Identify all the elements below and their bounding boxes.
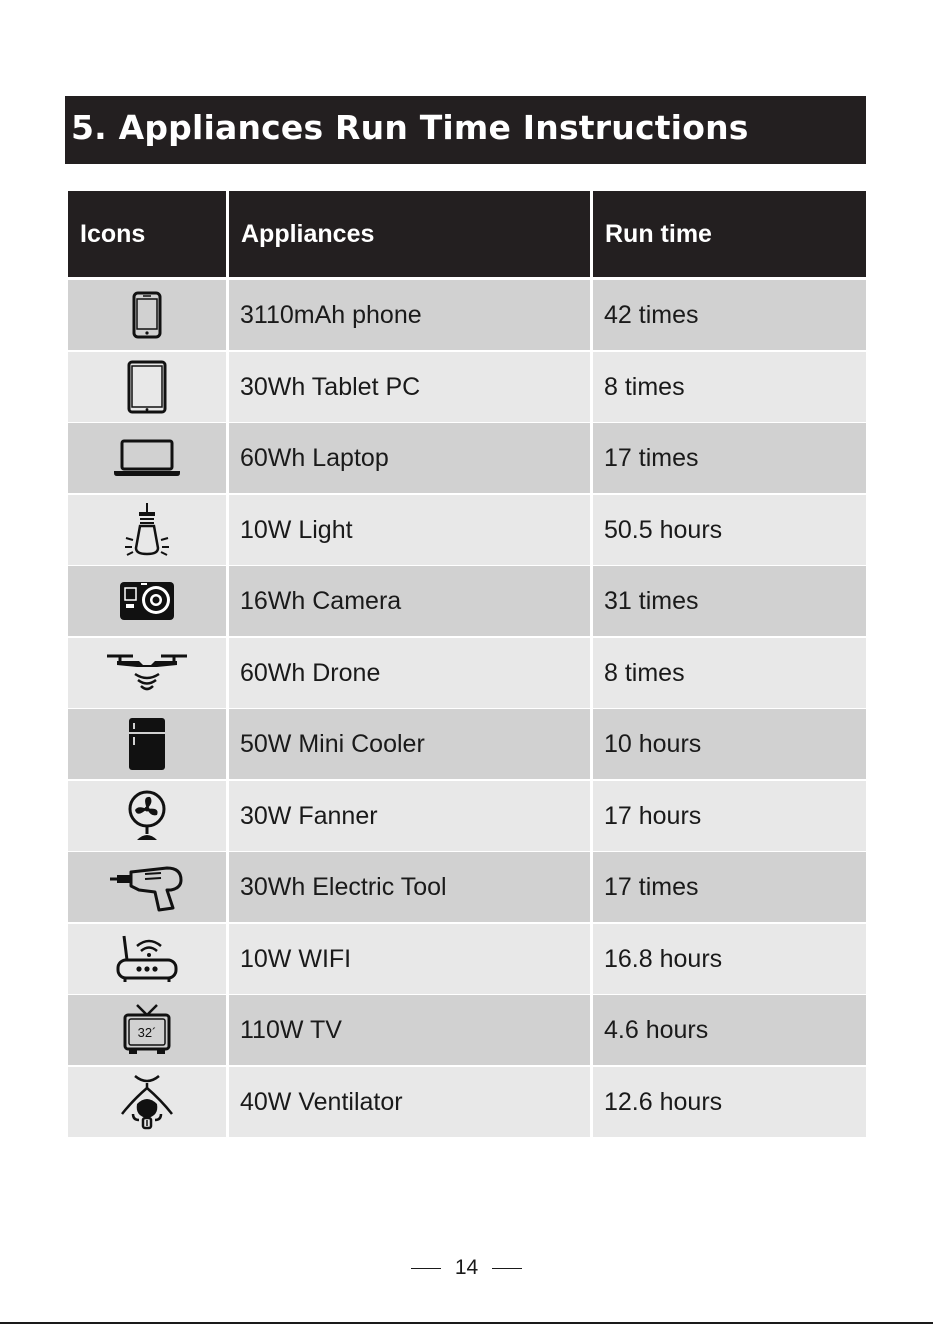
table-row — [68, 495, 866, 565]
table-row — [68, 781, 866, 851]
header-appliances: Appliances — [229, 191, 590, 277]
run-time-value: 50.5 hours — [593, 495, 866, 565]
mini-cooler-icon — [128, 717, 166, 771]
appliance-name: 30Wh Tablet PC — [229, 352, 590, 422]
table-row — [68, 566, 866, 636]
appliance-name: 10W Light — [229, 495, 590, 565]
header-icons: Icons — [68, 191, 226, 277]
table-row — [68, 924, 866, 994]
appliance-name: 3110mAh phone — [229, 280, 590, 350]
appliance-name: 110W TV — [229, 995, 590, 1065]
table-row — [68, 280, 866, 350]
run-time-table — [68, 191, 866, 1138]
table-row — [68, 852, 866, 922]
footer-dash-right — [492, 1268, 522, 1270]
header-run-time: Run time — [593, 191, 866, 277]
electric-tool-icon — [109, 862, 185, 912]
appliance-name: 50W Mini Cooler — [229, 709, 590, 779]
table-row — [68, 638, 866, 708]
appliance-name: 60Wh Laptop — [229, 423, 590, 493]
page-footer — [0, 1254, 933, 1282]
laptop-icon — [112, 438, 182, 478]
run-time-value: 10 hours — [593, 709, 866, 779]
table-row — [68, 709, 866, 779]
light-bulb-icon — [122, 502, 172, 558]
tablet-icon — [127, 360, 167, 414]
appliance-name: 40W Ventilator — [229, 1067, 590, 1137]
run-time-value: 17 times — [593, 423, 866, 493]
table-row — [68, 352, 866, 422]
ventilator-icon — [119, 1074, 175, 1130]
table-header — [68, 191, 866, 277]
footer-dash-left — [411, 1268, 441, 1270]
phone-icon — [132, 291, 162, 339]
appliance-name: 30W Fanner — [229, 781, 590, 851]
appliance-name: 30Wh Electric Tool — [229, 852, 590, 922]
appliance-name: 10W WIFI — [229, 924, 590, 994]
run-time-value: 31 times — [593, 566, 866, 636]
camera-icon — [119, 580, 175, 622]
table-row — [68, 995, 866, 1065]
run-time-value: 8 times — [593, 638, 866, 708]
tv-screen-size: 32´ — [137, 1025, 157, 1040]
run-time-value: 16.8 hours — [593, 924, 866, 994]
appliance-name: 60Wh Drone — [229, 638, 590, 708]
wifi-router-icon — [115, 934, 179, 984]
run-time-value: 17 hours — [593, 781, 866, 851]
appliance-name: 16Wh Camera — [229, 566, 590, 636]
run-time-value: 12.6 hours — [593, 1067, 866, 1137]
table-row — [68, 1067, 866, 1137]
run-time-value: 8 times — [593, 352, 866, 422]
page-number: 14 — [454, 1256, 479, 1279]
drone-icon — [105, 650, 189, 696]
table-row — [68, 423, 866, 493]
section-title: 5. Appliances Run Time Instructions — [65, 96, 866, 164]
run-time-value: 42 times — [593, 280, 866, 350]
fan-icon — [126, 790, 168, 842]
run-time-value: 4.6 hours — [593, 995, 866, 1065]
tv-icon — [123, 1003, 171, 1057]
run-time-value: 17 times — [593, 852, 866, 922]
